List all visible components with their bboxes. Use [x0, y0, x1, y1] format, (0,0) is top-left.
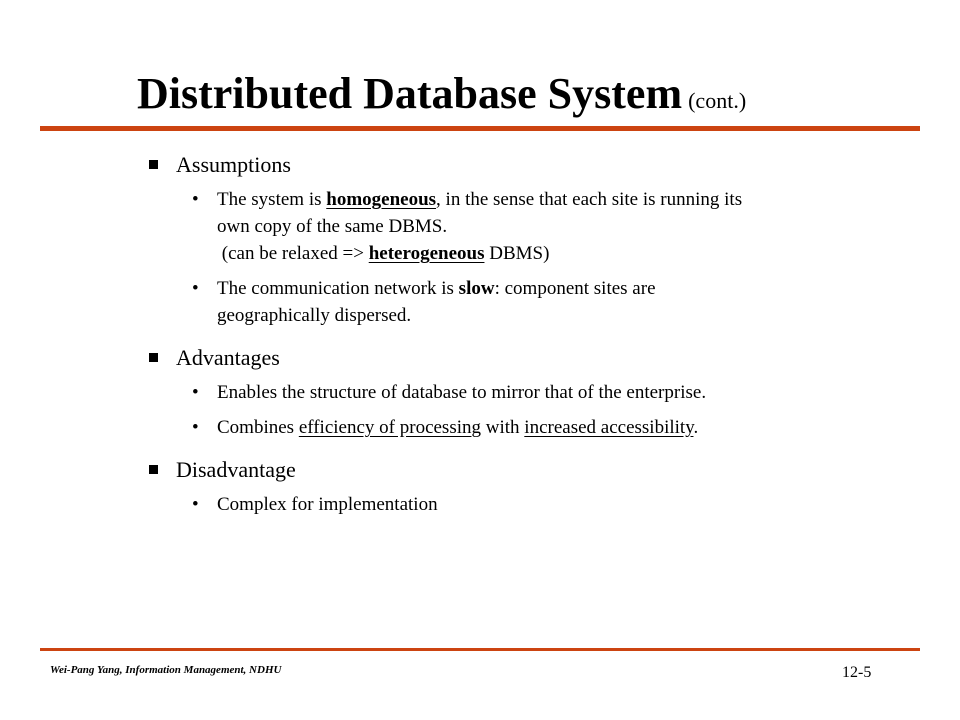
term-homogeneous: homogeneous: [326, 189, 437, 210]
slide-content: [148, 150, 888, 532]
page-number: 12-5: [842, 664, 872, 681]
sub-list: [148, 491, 888, 518]
text-run: .: [693, 417, 699, 438]
section-heading: [148, 343, 888, 373]
sub-list: [148, 379, 888, 441]
section-advantages: [148, 343, 888, 441]
term-efficiency: efficiency of processing: [298, 417, 482, 438]
dot-bullet-icon: •: [192, 382, 199, 403]
list-item: [148, 491, 888, 518]
dot-bullet-icon: •: [192, 417, 199, 438]
list-item: [148, 186, 888, 267]
section-heading-text: Disadvantage: [176, 457, 296, 482]
title-suffix: (cont.): [688, 88, 747, 113]
title-divider: [40, 126, 920, 131]
dot-bullet-icon: •: [192, 494, 199, 515]
text-run: (can be relaxed =>: [221, 243, 369, 264]
term-accessibility: increased accessibility: [524, 417, 694, 438]
text-run: Combines: [217, 417, 299, 438]
term-heterogeneous: heterogeneous: [368, 243, 485, 264]
item-line: [217, 186, 888, 213]
item-line: [217, 414, 888, 441]
square-bullet-icon: [149, 160, 158, 169]
item-line: [217, 240, 888, 267]
item-line: [217, 275, 888, 302]
section-heading-text: Advantages: [176, 345, 280, 370]
square-bullet-icon: [149, 465, 158, 474]
list-item: [148, 275, 888, 329]
text-run: DBMS): [484, 243, 550, 264]
dot-bullet-icon: •: [192, 278, 199, 299]
section-disadvantage: [148, 455, 888, 518]
item-line: own copy of the same DBMS.: [217, 216, 448, 237]
section-assumptions: [148, 150, 888, 329]
slide-title: [137, 70, 746, 118]
sub-list: [148, 186, 888, 329]
text-run: , in the sense that each site is running its: [436, 189, 743, 210]
section-heading: [148, 455, 888, 485]
list-item: [148, 379, 888, 406]
footer-divider: [40, 648, 920, 651]
text-run: The system is: [217, 189, 327, 210]
title-text: Distributed Database System: [137, 69, 683, 118]
item-line: Complex for implementation: [217, 494, 438, 515]
term-slow: slow: [458, 278, 495, 299]
dot-bullet-icon: •: [192, 189, 199, 210]
item-line: geographically dispersed.: [217, 305, 412, 326]
square-bullet-icon: [149, 353, 158, 362]
list-item: [148, 414, 888, 441]
section-heading-text: Assumptions: [176, 152, 291, 177]
item-line: Enables the structure of database to mirror that of the enterprise.: [217, 382, 707, 403]
text-run: : component sites are: [494, 278, 656, 299]
section-heading: [148, 150, 888, 180]
footer-author: Wei-Pang Yang, Information Management, NDHU: [50, 664, 282, 676]
text-run: with: [481, 417, 525, 438]
text-run: The communication network is: [217, 278, 459, 299]
